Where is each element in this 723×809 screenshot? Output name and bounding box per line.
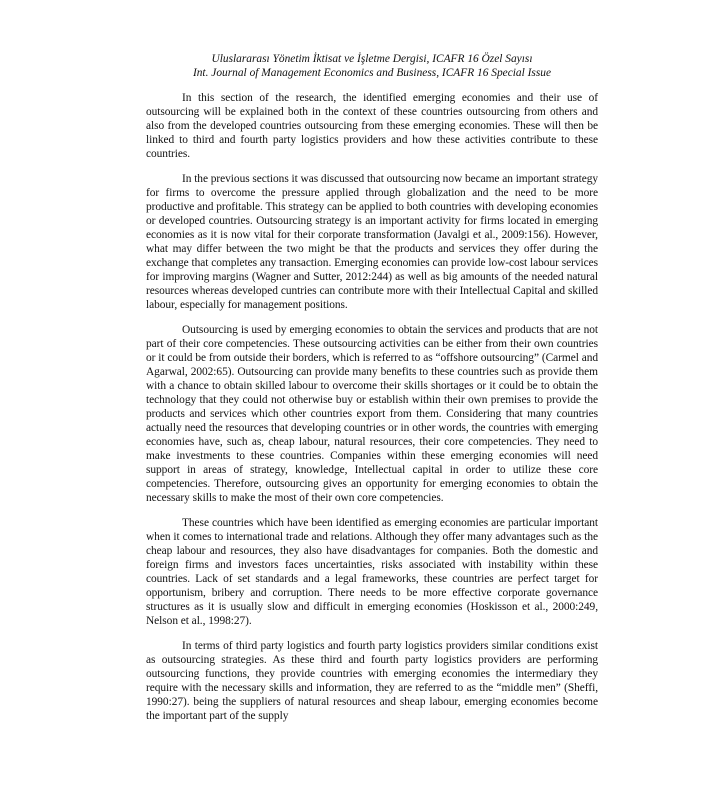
journal-header — [146, 52, 598, 80]
paragraph-emerging-outsourcing: Outsourcing is used by emerging economies to obtain the services and products that are not part of their core competencies. These outsourcing activities can be either from their own countries or it could be from outside their borders, which is referred to as “offshore outsourcing” (Carmel and Agarwal, 2002:65). Outsourcing can provide many benefits to these countries such as provide them with a chance to obtain skilled labour to overcome their skills shortages or it could be to obtain the technology that they could not otherwise buy or establish within their own premises to provide the products and services which other countries export from them. Considering that many countries actually need the resources that developing countries or in other words, the countries with emerging economies have, such as, cheap labour, natural resources, their core competencies. They need to make investments to these countries. Companies within these emerging economies will need support in areas of strategy, knowledge, Intellectual capital in order to utilize these core competencies. Therefore, outsourcing gives an opportunity for emerging economies to obtain the necessary skills to make the most of their own core competencies. — [146, 324, 598, 504]
paragraph-intro: In this section of the research, the identified emerging economies and their use of outsourcing will be explained both in the context of these countries outsourcing from others and also from the developed countries outsourcing from these emerging economies. These will then be linked to third and fourth party logistics providers and how these activities contribute to these countries. — [146, 92, 598, 160]
paragraph-outsourcing-strategy: In the previous sections it was discussed that outsourcing now became an important strategy for firms to overcome the pressure applied through globalization and the need to be more productive and profitable. This strategy can be applied to both countries with developing economies or developed countries. Outsourcing strategy is an important activity for firms located in emerging economies as it is now vital for their corporate transformation (Javalgi et al., 2009:156). However, what may differ between the two might be that the products and services they offer during the exchange that completes any transaction. Emerging economies can provide low-cost labour services for improving margins (Wagner and Sutter, 2012:244) as well as big amounts of the needed natural resources whereas developed cuntries can contribute more with their Intellectual Capital and skilled labour, especially for management positions. — [146, 173, 598, 311]
journal-title-turkish: Uluslararası Yönetim İktisat ve İşletme Dergisi, ICAFR 16 Özel Sayısı — [211, 53, 533, 65]
paragraph-emerging-risks: These countries which have been identified as emerging economies are particular important when it comes to international trade and relations. Although they offer many advantages such as the cheap labour and resources, they also have disadvantages for companies. Both the domestic and foreign firms and investors faces uncertainties, risks associated with instability within these countries. Lack of set standards and a legal frameworks, these countries are perfect target for opportunism, bribery and corruption. There needs to be more effective corporate governance structures as it is usually slow and difficult in emerging economies (Hoskisson et al., 2000:249, Nelson et al., 1998:27). — [146, 517, 598, 627]
journal-title-english: Int. Journal of Management Economics and Business, ICAFR 16 Special Issue — [192, 67, 552, 79]
paragraph-logistics-providers: In terms of third party logistics and fourth party logistics providers similar conditions exist as outsourcing strategies. As these third and fourth party logistics providers are performing outsourcing functions, they provide countries with emerging economies the intermediary they require with the necessary skills and information, they are referred to as the “middle men” (Sheffi, 1990:27). being the suppliers of natural resources and sheap labour, emerging economies become the important part of the supply — [146, 640, 598, 722]
journal-page — [146, 52, 598, 734]
